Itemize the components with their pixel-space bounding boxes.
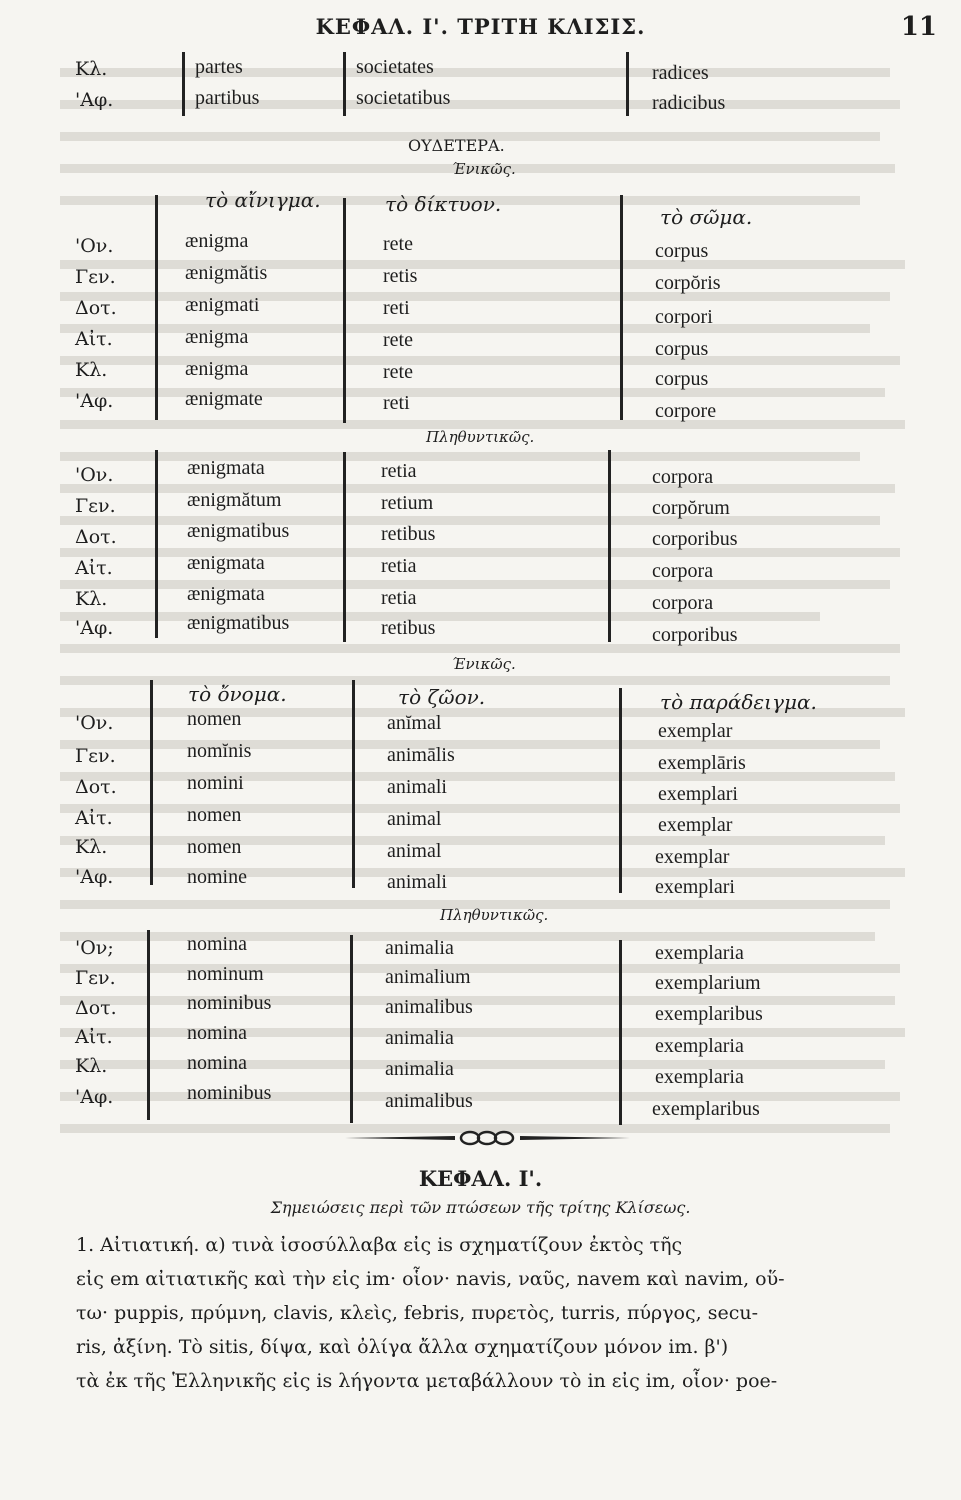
block2-col3-word: exemplari xyxy=(658,783,738,805)
case-label: Δοτ. xyxy=(75,297,117,319)
block1-col3-plural-word: corpora xyxy=(652,592,714,614)
block2-col3-head: τὸ παράδειγμα. xyxy=(660,690,817,714)
column-rule xyxy=(155,450,158,638)
paragraph-line: εἰς em αἰτιατικῆς καὶ τὴν εἰς im· οἷον· navis, ναῦς, navem καὶ navim, οὕ- xyxy=(76,1268,785,1290)
case-label: Κλ. xyxy=(75,1055,108,1077)
block2-col3-word: exemplar xyxy=(655,846,730,868)
case-label: 'Αφ. xyxy=(75,866,114,888)
top-col1-word: partibus xyxy=(195,87,260,109)
column-rule xyxy=(343,452,346,642)
block2-col1-word: nomen xyxy=(187,836,242,858)
block2-col1-word: nomĭnis xyxy=(187,740,252,762)
block1-col3-plural-word: corpŏrum xyxy=(652,497,730,519)
block2-col1-plural-word: nominibus xyxy=(187,1082,272,1104)
top-col2-word: societates xyxy=(356,56,434,78)
column-rule xyxy=(155,195,158,420)
column-rule xyxy=(619,940,622,1125)
page-number: 11 xyxy=(900,12,937,42)
block2-col1-plural-word: nomina xyxy=(187,1052,247,1074)
block2-col1-head: τὸ ὄνομα. xyxy=(188,682,287,706)
block1-col1-word: ænigma xyxy=(185,326,249,348)
column-rule xyxy=(343,52,346,116)
block1-col3-word: corpori xyxy=(655,306,713,328)
block2-singular-label: Ένικῶς. xyxy=(452,655,516,673)
block2-col2-word: animal xyxy=(387,840,442,862)
paragraph-line: ris, ἀξίνη. Τὸ sitis, δίψα, καὶ ὀλίγα ἄλλα σχηματίζουν μόνον im. β') xyxy=(76,1336,729,1358)
block1-col1-word: ænigma xyxy=(185,230,249,252)
block2-col2-plural-word: animalibus xyxy=(385,996,473,1018)
block2-col1-plural-word: nomina xyxy=(187,933,247,955)
block1-col2-plural-word: retia xyxy=(381,587,417,609)
block1-col3-head: τὸ σῶμα. xyxy=(660,205,753,229)
block1-col1-head: τὸ αἴνιγμα. xyxy=(205,188,321,212)
block2-col3-plural-word: exemplarium xyxy=(655,972,761,994)
block2-col3-word: exemplar xyxy=(658,814,733,836)
case-label: 'Ον. xyxy=(75,712,114,734)
block2-col2-word: animali xyxy=(387,776,447,798)
block1-col3-plural-word: corporibus xyxy=(652,528,738,550)
block2-col2-word: animālis xyxy=(387,744,455,766)
case-label: 'Αφ. xyxy=(75,1086,114,1108)
block2-col2-word: anĭmal xyxy=(387,712,442,734)
block2-col3-word: exemplāris xyxy=(658,752,746,774)
block2-col3-plural-word: exemplaria xyxy=(655,1066,744,1088)
case-label: Αἰτ. xyxy=(75,807,113,829)
top-col2-word: societatibus xyxy=(356,87,451,109)
ornament-divider xyxy=(345,1128,630,1148)
case-label: Δοτ. xyxy=(75,526,117,548)
chapter-title: ΚΕΦΑΛ. Ι'. xyxy=(418,1166,543,1191)
top-col1-word: partes xyxy=(195,56,243,78)
block1-col3-word: corpus xyxy=(655,368,709,390)
case-label: Γεν. xyxy=(75,745,116,767)
case-label: Αἰτ. xyxy=(75,328,113,350)
column-rule xyxy=(626,52,629,116)
block2-col1-word: nomen xyxy=(187,804,242,826)
block2-col1-plural-word: nomina xyxy=(187,1022,247,1044)
block1-col2-word: reti xyxy=(383,392,410,414)
case-label: 'Ον. xyxy=(75,464,114,486)
case-label: Δοτ. xyxy=(75,997,117,1019)
block1-col2-word: reti xyxy=(383,297,410,319)
case-label: 'Ον; xyxy=(75,937,114,959)
column-rule xyxy=(620,195,623,420)
block1-col1-word: ænigmati xyxy=(185,294,260,316)
case-label: Αἰτ. xyxy=(75,1026,113,1048)
case-label: Γεν. xyxy=(75,495,116,517)
case-label: Γεν. xyxy=(75,266,116,288)
running-header: ΚΕΦΑΛ. Ι'. ΤΡΙΤΗ ΚΛΙΣΙΣ. xyxy=(315,14,646,39)
block1-col2-plural-word: retia xyxy=(381,460,417,482)
block1-col2-plural-word: retibus xyxy=(381,523,436,545)
block1-col1-word: ænigmătis xyxy=(185,262,268,284)
block1-col2-plural-word: retia xyxy=(381,555,417,577)
block1-col2-word: rete xyxy=(383,329,413,351)
column-rule xyxy=(350,935,353,1123)
block1-col2-plural-word: retium xyxy=(381,492,434,514)
block2-col3-plural-word: exemplaribus xyxy=(655,1003,763,1025)
case-label: 'Ον. xyxy=(75,235,114,257)
block1-col3-word: corpus xyxy=(655,240,709,262)
block2-col1-word: nomine xyxy=(187,866,247,888)
block2-col3-word: exemplari xyxy=(655,876,735,898)
block1-col2-plural-word: retibus xyxy=(381,617,436,639)
column-rule xyxy=(619,688,622,893)
column-rule xyxy=(352,680,355,888)
case-label: Κλ. xyxy=(75,359,108,381)
block2-col2-plural-word: animalia xyxy=(385,1058,454,1080)
block2-col2-head: τὸ ζῶον. xyxy=(398,685,486,709)
block1-col3-word: corpŏris xyxy=(655,272,721,294)
block2-col3-plural-word: exemplaria xyxy=(655,1035,744,1057)
case-label: Γεν. xyxy=(75,967,116,989)
block1-col1-word: ænigma xyxy=(185,358,249,380)
case-label: Κλ. xyxy=(75,836,108,858)
paragraph-line: 1. Αἰτιατική. α) τινὰ ἰσοσύλλαβα εἰς is σχηματίζουν ἐκτὸς τῆς xyxy=(76,1234,683,1256)
block1-col2-word: retis xyxy=(383,265,418,287)
paragraph-line: τὰ ἐκ τῆς Ἑλληνικῆς εἰς is λήγοντα μεταβάλλουν τὸ in εἰς im, οἷον· poe- xyxy=(76,1370,778,1392)
block2-col3-plural-word: exemplaribus xyxy=(652,1098,760,1120)
column-rule xyxy=(150,680,153,885)
block2-col1-plural-word: nominum xyxy=(187,963,264,985)
case-label: 'Αφ. xyxy=(75,617,114,639)
case-label: Κλ. xyxy=(75,588,108,610)
block2-col2-word: animal xyxy=(387,808,442,830)
block1-col1-word: ænigmate xyxy=(185,388,263,410)
case-label: Αἰτ. xyxy=(75,557,113,579)
top-col3-word: radices xyxy=(652,62,709,84)
block2-col2-plural-word: animalium xyxy=(385,966,471,988)
block2-col2-plural-word: animalia xyxy=(385,937,454,959)
case-label: Δοτ. xyxy=(75,776,117,798)
block2-col1-word: nomini xyxy=(187,772,244,794)
block1-col3-word: corpore xyxy=(655,400,717,422)
block1-plural-label: Πληθυντικῶς. xyxy=(426,428,535,446)
block2-col1-plural-word: nominibus xyxy=(187,992,272,1014)
case-label: 'Αφ. xyxy=(75,390,114,412)
block1-col1-plural-word: ænigmatibus xyxy=(187,520,290,542)
block1-col3-word: corpus xyxy=(655,338,709,360)
block2-col3-plural-word: exemplaria xyxy=(655,942,744,964)
block1-col1-plural-word: ænigmata xyxy=(187,457,265,479)
block1-col1-plural-word: ænigmata xyxy=(187,583,265,605)
block2-col3-word: exemplar xyxy=(658,720,733,742)
block2-plural-label: Πληθυντικῶς. xyxy=(440,906,549,924)
top-col3-word: radicibus xyxy=(652,92,726,114)
block2-col1-word: nomen xyxy=(187,708,242,730)
block1-singular-label: Ένικῶς. xyxy=(452,160,516,178)
block2-col2-word: animali xyxy=(387,871,447,893)
block1-col2-word: rete xyxy=(383,361,413,383)
paragraph-line: τω· puppis, πρύμνη, clavis, κλεὶς, febris, πυρετὸς, turris, πύργος, secu- xyxy=(76,1302,759,1324)
block2-col2-plural-word: animalia xyxy=(385,1027,454,1049)
section-title: ΟΥΔΕΤΕΡΑ. xyxy=(408,136,505,155)
column-rule xyxy=(608,450,611,642)
case-label-kl-top: Κλ. xyxy=(75,58,108,80)
block2-col2-plural-word: animalibus xyxy=(385,1090,473,1112)
block1-col1-plural-word: ænigmătum xyxy=(187,489,282,511)
column-rule xyxy=(343,198,346,423)
case-label-af-top: 'Αφ. xyxy=(75,89,114,111)
column-rule xyxy=(182,52,185,116)
block1-col1-plural-word: ænigmatibus xyxy=(187,612,290,634)
block1-col2-head: τὸ δίκτυον. xyxy=(385,192,502,216)
column-rule xyxy=(147,930,150,1120)
block1-col3-plural-word: corpora xyxy=(652,466,714,488)
block1-col3-plural-word: corporibus xyxy=(652,624,738,646)
block1-col3-plural-word: corpora xyxy=(652,560,714,582)
block1-col1-plural-word: ænigmata xyxy=(187,552,265,574)
chapter-subtitle: Σημειώσεις περὶ τῶν πτώσεων τῆς τρίτης Κλίσεως. xyxy=(270,1198,691,1217)
block1-col2-word: rete xyxy=(383,233,413,255)
